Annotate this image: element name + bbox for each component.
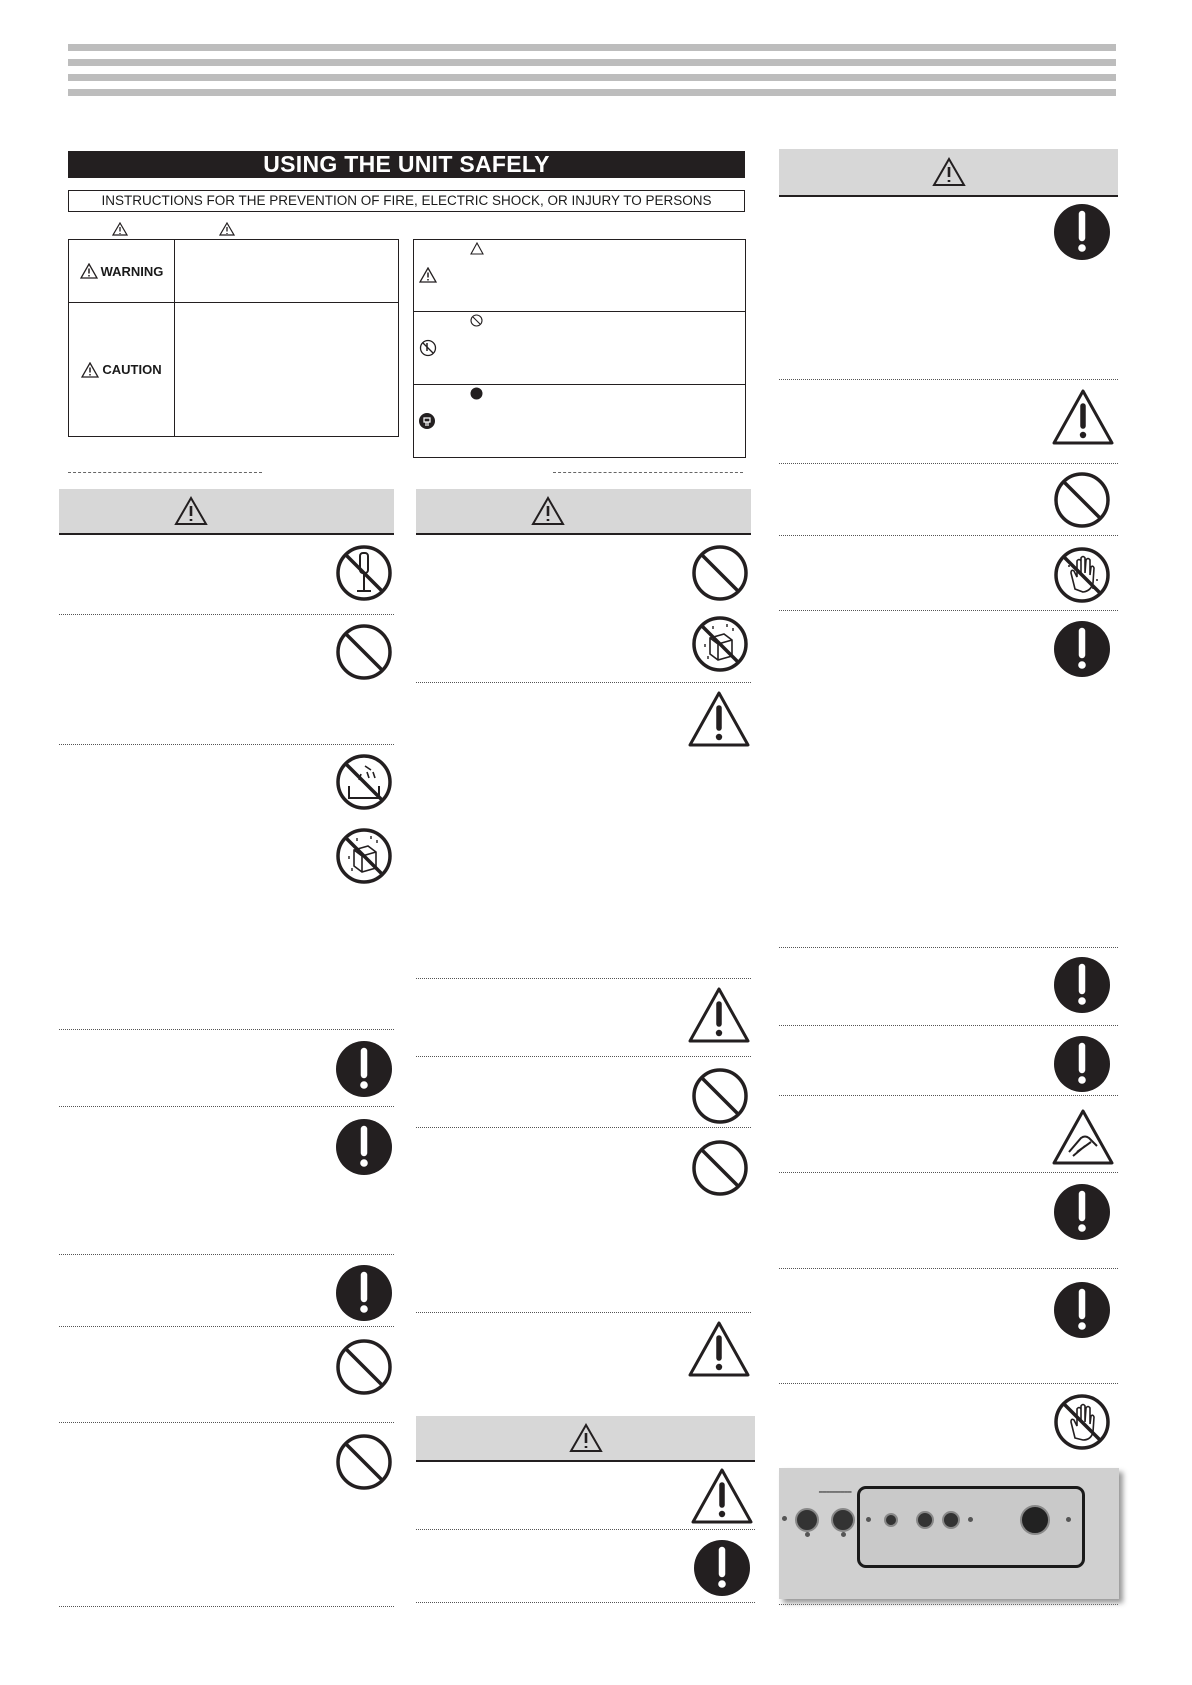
no-disassembly-icon: [335, 543, 393, 603]
separator: [779, 379, 1118, 380]
legend-row-caution: [69, 303, 398, 436]
legend-row-warning: [69, 240, 398, 303]
prohibition-circle-icon: [691, 1066, 749, 1126]
separator: [416, 978, 751, 979]
caution-section-header: [416, 1416, 755, 1462]
separator: [59, 1106, 394, 1107]
warning-triangle-icon: [569, 1423, 603, 1453]
warning-section-header: [59, 489, 394, 535]
separator: [779, 1383, 1118, 1384]
hazard-legend-table: [68, 239, 399, 437]
exclamation-circle-icon: [1053, 1182, 1111, 1242]
prohibition-circle-icon: [335, 1432, 393, 1492]
output-l-mono-jack: [942, 1511, 960, 1529]
symbol-row-prohibition: [414, 312, 745, 385]
page-title: USING THE UNIT SAFELY: [68, 151, 745, 178]
midi-in-jack: [831, 1508, 855, 1532]
dc-in-jack: [1020, 1505, 1050, 1535]
separator: [779, 947, 1118, 948]
warning-triangle-icon: [1051, 388, 1115, 446]
symbol-legend-table: [413, 239, 746, 458]
separator: [59, 1254, 394, 1255]
unplug-icon: [418, 412, 436, 430]
no-water-container-icon: [335, 826, 393, 886]
no-touch-icon: [1053, 1392, 1111, 1452]
separator: [59, 614, 394, 615]
page-subtitle: INSTRUCTIONS FOR THE PREVENTION OF FIRE, ELECTRIC SHOCK, OR INJURY TO PERSONS: [68, 190, 745, 212]
exclamation-circle-icon: [335, 1117, 393, 1177]
separator: [779, 1604, 1118, 1605]
warning-triangle-icon: [687, 690, 751, 748]
warning-triangle-icon: [932, 157, 966, 187]
separator: [416, 1312, 751, 1313]
warning-label: WARNING: [100, 263, 164, 279]
header-stripes: [68, 44, 1116, 104]
exclamation-circle-icon: [1053, 955, 1111, 1015]
exclamation-circle-icon: [1053, 1034, 1111, 1094]
divider: [68, 472, 262, 473]
separator: [779, 1172, 1118, 1173]
separator: [779, 1025, 1118, 1026]
prohibition-circle-icon: [691, 543, 749, 603]
separator: [59, 1326, 394, 1327]
warning-triangle-icon: [112, 222, 128, 236]
warning-triangle-icon: [80, 263, 98, 279]
separator: [416, 1127, 751, 1128]
symbol-row-mandatory: [414, 385, 745, 457]
warning-triangle-icon: [687, 1320, 751, 1378]
prohibition-circle-icon: [691, 1138, 749, 1198]
rear-panel-illustration: [779, 1468, 1119, 1599]
no-water-container-icon: [691, 614, 749, 674]
no-wet-hands-icon: [1053, 545, 1111, 605]
warning-label-cell: [69, 240, 175, 302]
pinch-hazard-icon: [1051, 1108, 1115, 1166]
separator: [779, 535, 1118, 536]
separator: [779, 1268, 1118, 1269]
separator: [59, 744, 394, 745]
warning-triangle-icon: [690, 1467, 754, 1525]
no-disassembly-icon: [419, 339, 437, 357]
separator: [59, 1029, 394, 1030]
caution-label-cell: [69, 303, 175, 436]
filled-circle-icon: [470, 387, 483, 400]
warning-triangle-icon: [419, 267, 437, 283]
output-r-jack: [916, 1511, 934, 1529]
no-water-icon: [335, 752, 393, 812]
separator: [779, 1095, 1118, 1096]
exclamation-circle-icon: [1053, 619, 1111, 679]
divider: [553, 472, 743, 473]
symbol-row-caution: [414, 240, 745, 312]
separator: [416, 1602, 755, 1603]
warning-triangle-icon: [81, 362, 99, 378]
separator: [59, 1422, 394, 1423]
separator: [59, 1606, 394, 1607]
warning-triangle-icon: [174, 496, 208, 526]
separator: [779, 610, 1118, 611]
exclamation-circle-icon: [335, 1039, 393, 1099]
separator: [416, 1056, 751, 1057]
separator: [416, 682, 751, 683]
prohibition-circle-icon: [1053, 470, 1111, 530]
midi-out-jack: [795, 1508, 819, 1532]
midi-group-label: ━━━━━━━━━: [819, 1490, 852, 1496]
warning-section-header: [779, 149, 1118, 197]
highlighted-connector-area: [857, 1486, 1085, 1568]
prohibition-circle-icon: [335, 1337, 393, 1397]
exclamation-circle-icon: [693, 1538, 751, 1598]
separator: [779, 463, 1118, 464]
exclamation-circle-icon: [1053, 202, 1111, 262]
prohibition-circle-icon: [335, 622, 393, 682]
prohibition-circle-icon: [470, 314, 483, 327]
warning-triangle-icon: [687, 986, 751, 1044]
triangle-symbol-icon: [470, 242, 484, 255]
warning-triangle-icon: [531, 496, 565, 526]
exclamation-circle-icon: [1053, 1280, 1111, 1340]
separator: [416, 1529, 755, 1530]
warning-section-header: [416, 489, 751, 535]
caution-label: CAUTION: [102, 362, 162, 377]
input-stereo-jack: [884, 1513, 898, 1527]
warning-triangle-icon: [219, 222, 235, 236]
exclamation-circle-icon: [335, 1263, 393, 1323]
